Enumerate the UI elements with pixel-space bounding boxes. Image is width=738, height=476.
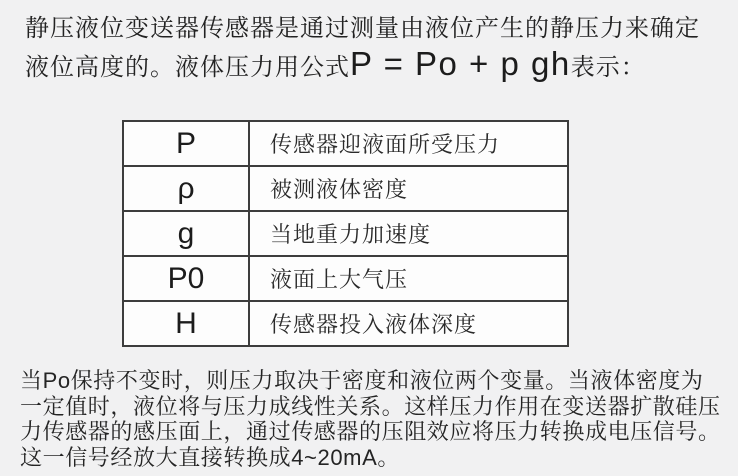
- body-line: 一定值时，液位将与压力成线性关系。这样压力作用在变送器扩散硅压: [20, 393, 721, 419]
- description-cell: 传感器迎液面所受压力: [249, 121, 568, 166]
- table-row: [123, 166, 568, 211]
- intro-line-1: 静压液位变送器传感器是通过测量由液位产生的静压力来确定: [25, 15, 700, 42]
- description-cell: 当地重力加速度: [249, 211, 568, 256]
- body-line: 力传感器的感压面上，通过传感器的压阻效应将压力转换成电压信号。: [20, 419, 721, 444]
- symbol-cell: ρ: [123, 166, 249, 211]
- table-row: [123, 256, 568, 301]
- intro-line-2: [25, 44, 646, 88]
- symbol-cell: g: [123, 211, 249, 256]
- table-row: [123, 301, 568, 346]
- pressure-formula: P = Po + p gh: [350, 45, 571, 82]
- symbol-definition-table: [122, 120, 569, 347]
- description-cell: 液面上大气压: [249, 256, 568, 301]
- body-paragraph: [20, 368, 721, 470]
- symbol-cell: H: [123, 301, 249, 346]
- intro-line-2-prefix: 液位高度的。液体压力用公式: [25, 54, 350, 81]
- table-row: [123, 121, 568, 166]
- description-cell: 传感器投入液体深度: [249, 301, 568, 346]
- intro-line-2-suffix: 表示：: [570, 54, 646, 81]
- body-line: 当Po保持不变时，则压力取决于密度和液位两个变量。当液体密度为: [20, 368, 704, 393]
- body-line: 这一信号经放大直接转换成4~20mA。: [20, 444, 400, 470]
- symbol-cell: P0: [123, 256, 249, 301]
- table-row: [123, 211, 568, 256]
- description-cell: 被测液体密度: [249, 166, 568, 211]
- symbol-cell: P: [123, 121, 249, 166]
